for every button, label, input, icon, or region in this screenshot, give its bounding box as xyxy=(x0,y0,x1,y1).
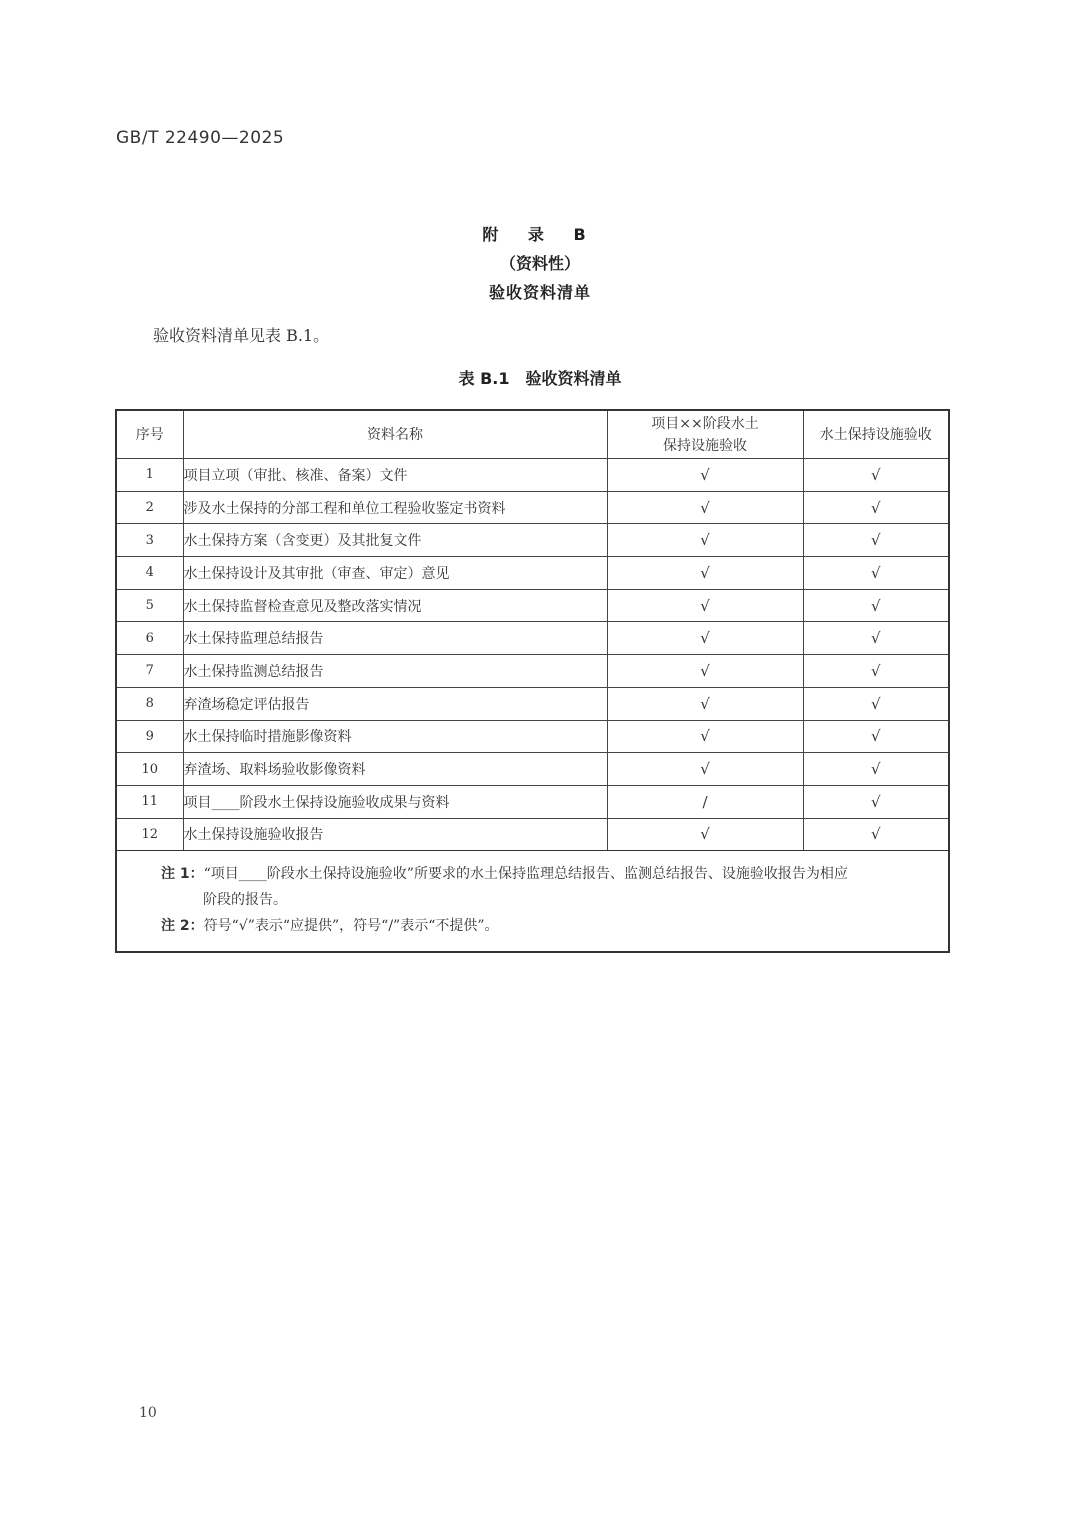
appendix-nature: （资料性） xyxy=(499,254,580,273)
stage-acceptance-mark: √ xyxy=(607,557,803,590)
header-stage-line2: 保持设施验收 xyxy=(663,437,747,454)
material-name-cell: 水土保持监理总结报告 xyxy=(183,622,607,655)
table-notes xyxy=(117,851,948,951)
note-1-text-line2: 阶段的报告。 xyxy=(203,892,287,909)
stage-acceptance-mark: √ xyxy=(607,687,803,720)
material-name-cell: 涉及水土保持的分部工程和单位工程验收鉴定书资料 xyxy=(183,491,607,524)
stage-acceptance-mark: √ xyxy=(607,589,803,622)
final-acceptance-mark: √ xyxy=(803,557,948,590)
standard-code: GB/T 22490—2025 xyxy=(116,128,285,148)
row-number-cell: 4 xyxy=(117,557,183,590)
final-acceptance-mark: √ xyxy=(803,589,948,622)
row-number-cell: 8 xyxy=(117,687,183,720)
appendix-heading: 验收资料清单 xyxy=(488,283,591,302)
final-acceptance-mark: √ xyxy=(803,622,948,655)
table-caption: 表 B.1 验收资料清单 xyxy=(458,369,622,388)
stage-acceptance-mark: √ xyxy=(607,655,803,688)
table-header-row xyxy=(117,411,948,459)
table-row xyxy=(117,655,948,688)
table-body xyxy=(117,459,948,851)
stage-acceptance-mark: √ xyxy=(607,818,803,851)
table-row xyxy=(117,785,948,818)
final-acceptance-mark: √ xyxy=(803,459,948,492)
note-1-continuation xyxy=(161,887,940,913)
header-stage-acceptance xyxy=(607,411,803,459)
table-row xyxy=(117,524,948,557)
final-acceptance-mark: √ xyxy=(803,655,948,688)
table-row xyxy=(117,557,948,590)
acceptance-materials-table xyxy=(117,411,948,851)
material-name-cell: 水土保持设计及其审批（审查、审定）意见 xyxy=(183,557,607,590)
material-name-cell: 项目立项（审批、核准、备案）文件 xyxy=(183,459,607,492)
material-name-cell: 项目____阶段水土保持设施验收成果与资料 xyxy=(183,785,607,818)
note-2-text: 符号“√”表示“应提供”，符号“/”表示“不提供”。 xyxy=(203,918,499,935)
row-number-cell: 6 xyxy=(117,622,183,655)
stage-acceptance-mark: √ xyxy=(607,622,803,655)
intro-paragraph: 验收资料清单见表 B.1。 xyxy=(153,326,330,345)
note-2-label: 注 2： xyxy=(161,918,204,935)
stage-acceptance-mark: √ xyxy=(607,524,803,557)
stage-acceptance-mark: / xyxy=(607,785,803,818)
header-final-acceptance: 水土保持设施验收 xyxy=(803,411,948,459)
table-row xyxy=(117,818,948,851)
material-name-cell: 水土保持设施验收报告 xyxy=(183,818,607,851)
page-number: 10 xyxy=(139,1405,157,1421)
material-name-cell: 水土保持监测总结报告 xyxy=(183,655,607,688)
row-number-cell: 7 xyxy=(117,655,183,688)
table-row xyxy=(117,622,948,655)
table-row xyxy=(117,753,948,786)
final-acceptance-mark: √ xyxy=(803,720,948,753)
row-number-cell: 12 xyxy=(117,818,183,851)
table-row xyxy=(117,491,948,524)
final-acceptance-mark: √ xyxy=(803,524,948,557)
table-row xyxy=(117,459,948,492)
header-name: 资料名称 xyxy=(183,411,607,459)
stage-acceptance-mark: √ xyxy=(607,491,803,524)
final-acceptance-mark: √ xyxy=(803,491,948,524)
material-name-cell: 弃渣场、取料场验收影像资料 xyxy=(183,753,607,786)
note-1-text-line1: “项目____阶段水土保持设施验收”所要求的水土保持监理总结报告、监测总结报告、设施验收报告为相应 xyxy=(203,866,848,883)
row-number-cell: 10 xyxy=(117,753,183,786)
final-acceptance-mark: √ xyxy=(803,753,948,786)
stage-acceptance-mark: √ xyxy=(607,753,803,786)
final-acceptance-mark: √ xyxy=(803,818,948,851)
table-row xyxy=(117,687,948,720)
final-acceptance-mark: √ xyxy=(803,687,948,720)
row-number-cell: 2 xyxy=(117,491,183,524)
note-1-label: 注 1： xyxy=(161,866,204,883)
header-no: 序号 xyxy=(117,411,183,459)
material-name-cell: 水土保持临时措施影像资料 xyxy=(183,720,607,753)
row-number-cell: 3 xyxy=(117,524,183,557)
final-acceptance-mark: √ xyxy=(803,785,948,818)
row-number-cell: 11 xyxy=(117,785,183,818)
material-name-cell: 弃渣场稳定评估报告 xyxy=(183,687,607,720)
stage-acceptance-mark: √ xyxy=(607,459,803,492)
note-1 xyxy=(161,861,940,887)
note-2 xyxy=(161,913,940,939)
appendix-title: 附 录 B xyxy=(482,225,598,244)
row-number-cell: 5 xyxy=(117,589,183,622)
acceptance-materials-table-frame xyxy=(115,409,950,953)
stage-acceptance-mark: √ xyxy=(607,720,803,753)
header-stage-line1: 项目××阶段水土 xyxy=(651,415,759,432)
material-name-cell: 水土保持方案（含变更）及其批复文件 xyxy=(183,524,607,557)
row-number-cell: 9 xyxy=(117,720,183,753)
row-number-cell: 1 xyxy=(117,459,183,492)
table-row xyxy=(117,720,948,753)
material-name-cell: 水土保持监督检查意见及整改落实情况 xyxy=(183,589,607,622)
table-row xyxy=(117,589,948,622)
